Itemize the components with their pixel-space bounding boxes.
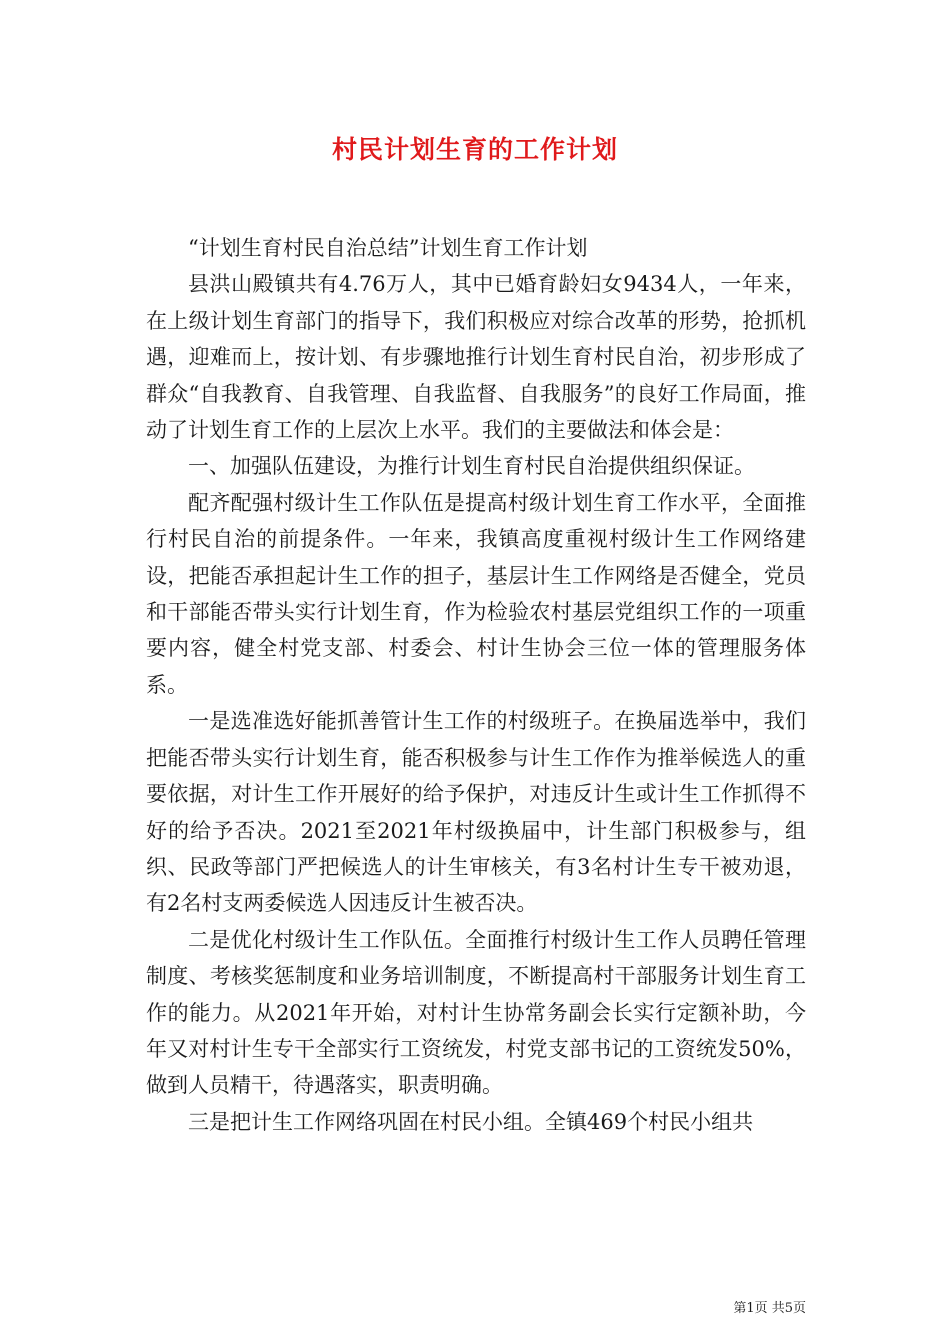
paragraph-point-one: 一是选准选好能抓善管计生工作的村级班子。在换届选举中，我们把能否带头实行计划生育，能否积极参与计生工作作为推举候选人的重要依据，对计生工作开展好的给予保护，对违反计生或计生工作抓得不好的给予否决。2021至2021年村级换届中，计生部门积极参与，组织、民政等部门严把候选人的计生审核关，有3名村计生专干被劝退，有2名村支两委候选人因违反计生被否决。 <box>146 709 806 916</box>
paragraph-point-two: 二是优化村级计生工作队伍。全面推行村级计生工作人员聘任管理制度、考核奖惩制度和业务培训制度，不断提高村干部服务计划生育工作的能力。从2021年开始，对村计生协常务副会长实行定额补助，今年又对村计生专干全部实行工资统发，村党支部书记的工资统发50%，做到人员精干，待遇落实，职责明确。 <box>146 927 806 1098</box>
page-number-footer: 第1页 共5页 <box>733 1301 806 1316</box>
paragraph-subtitle: “计划生育村民自治总结”计划生育工作计划 <box>188 236 588 260</box>
paragraph-section-heading: 一、加强队伍建设，为推行计划生育村民自治提供组织保证。 <box>188 454 755 479</box>
document-body <box>146 230 806 1140</box>
paragraph-network: 配齐配强村级计生工作队伍是提高村级计划生育工作水平，全面推行村民自治的前提条件。一年来，我镇高度重视村级计生工作网络建设，把能否承担起计生工作的担子，基层计生工作网络是否健全，党员和干部能否带头实行计划生育，作为检验农村基层党组织工作的一项重要内容，健全村党支部、村委会、村计生协会三位一体的管理服务体系。 <box>146 490 806 697</box>
paragraph-intro: 县洪山殿镇共有4.76万人，其中已婚育龄妇女9434人，一年来，在上级计划生育部门的指导下，我们积极应对综合改革的形势，抢抓机遇，迎难而上，按计划、有步骤地推行计划生育村民自治，初步形成了群众“自我教育、自我管理、自我监督、自我服务”的良好工作局面，推动了计划生育工作的上层次上水平。我们的主要做法和体会是： <box>146 272 806 443</box>
document-title: 村民计划生育的工作计划 <box>331 135 618 164</box>
paragraph-point-three: 三是把计生工作网络巩固在村民小组。全镇469个村民小组共 <box>188 1109 754 1134</box>
